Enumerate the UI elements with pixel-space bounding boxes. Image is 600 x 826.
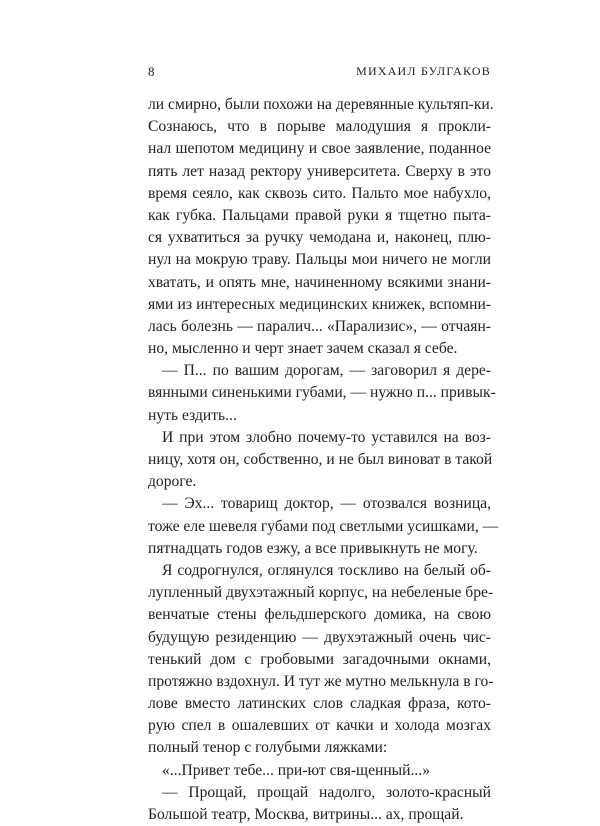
text-line: время сеяло, как сквозь сито. Пальто мое набухло,	[148, 184, 491, 202]
text-line: дороге.	[148, 473, 197, 491]
text-line: лась болезнь — паралич... «Парализис», — отчаян-	[148, 317, 491, 335]
text-line: Я содрогнулся, оглянулся тоскливо на белый об-	[162, 561, 491, 579]
text-line: венчатые стены фельдшерского домика, на свою	[148, 606, 491, 624]
text-line: И при этом злобно почему-то уставился на воз-	[162, 428, 491, 446]
text-line: как губка. Пальцами правой руки я тщетно пыта-	[148, 206, 491, 224]
text-line: протяжно вздохнул. И тут же мутно мелькнула в го-	[148, 672, 494, 690]
text-line: ями из интересных медицинских книжек, вспомни-	[148, 295, 491, 313]
text-line: лупленный двухэтажный корпус, на небеленые бре-	[148, 584, 494, 602]
text-line: ся ухватиться за ручку чемодана и, наконец, плю-	[148, 229, 491, 247]
text-line: пятнадцать годов езжу, а все привыкнуть не могу.	[148, 539, 478, 557]
text-line: тенький дом с гробовыми загадочными окнами,	[148, 650, 491, 668]
text-line: — П... по вашим дорогам, — заговорил я дере-	[162, 362, 491, 380]
text-line: нал шепотом медицину и свое заявление, поданное	[148, 140, 491, 158]
text-line: Большой театр, Москва, витрины... ах, прощай.	[148, 806, 464, 823]
text-line: «...Привет тебе... при-ют свя-щенный...»	[162, 761, 430, 779]
text-line: полный тенор с голубыми ляжками:	[148, 739, 388, 757]
text-line: нуть ездить...	[148, 406, 237, 424]
text-line: вянными синенькими губами, — нужно п... привык-	[148, 384, 496, 402]
text-line: тоже еле шевеля губами под светлыми усишками, —	[148, 517, 499, 535]
text-line: лове вместо латинских слов сладкая фраза, кото-	[148, 695, 491, 713]
text-line: — Прощай, прощай надолго, золото-красный	[162, 783, 491, 801]
running-head: МИХАИЛ БУЛГАКОВ	[356, 64, 491, 78]
text-line: — Эх... товарищ доктор, — отозвался возница,	[162, 495, 491, 513]
text-line: Сознаюсь, что в порыве малодушия я прокли-	[148, 118, 491, 136]
text-line: пять лет назад ректору университета. Сверху в это	[148, 162, 491, 180]
text-line: но, мысленно и черт знает зачем сказал я себе.	[148, 340, 458, 358]
text-line: хватать, и опять мне, начиненному всякими знани-	[148, 273, 491, 291]
page-number: 8	[148, 64, 155, 79]
text-line: рую спел в ошалевших от качки и холода мозгах	[148, 717, 491, 735]
page-header	[148, 64, 491, 82]
text-line: будущую резиденцию — двухэтажный очень чис-	[148, 628, 491, 646]
body-text	[148, 94, 499, 826]
text-line: ницу, хотя он, собственно, и не был виноват в такой	[148, 451, 493, 468]
text-line: ли смирно, были похожи на деревянные культяп-ки.	[148, 96, 494, 113]
text-line: нул на мокрую траву. Пальцы мои ничего не могли	[148, 251, 491, 269]
